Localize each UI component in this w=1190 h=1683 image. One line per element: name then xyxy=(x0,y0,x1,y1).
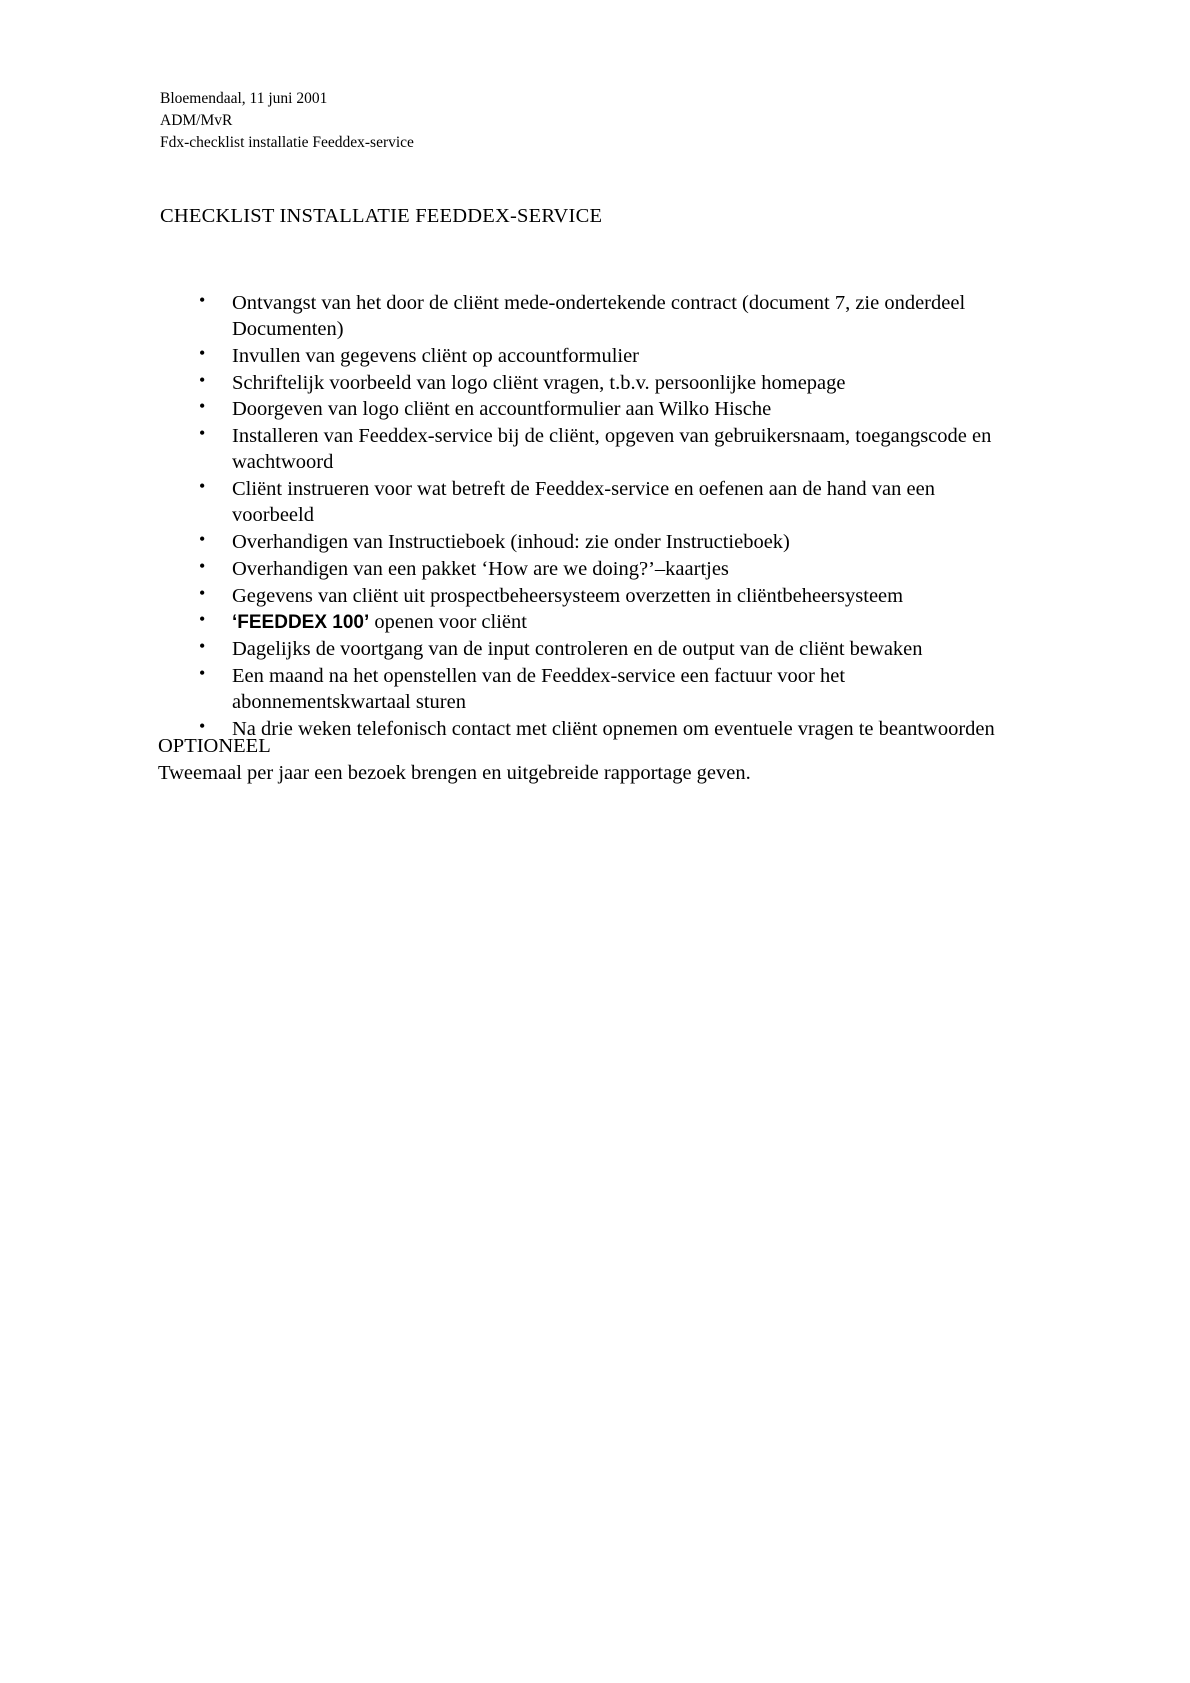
bullet-icon: • xyxy=(199,555,206,576)
bullet-icon: • xyxy=(199,715,206,736)
checklist-item xyxy=(195,663,995,715)
checklist-item xyxy=(195,370,995,396)
checklist-item-suffix: openen voor cliënt xyxy=(369,611,527,634)
checklist-item-label: Gegevens van cliënt uit prospectbeheersysteem overzetten in cliëntbeheersysteem xyxy=(232,584,904,607)
checklist-item xyxy=(195,529,995,555)
bullet-icon: • xyxy=(199,342,206,363)
document-header xyxy=(160,88,414,154)
checklist-item-label: Overhandigen van Instructieboek (inhoud: zie onder Instructieboek) xyxy=(232,531,790,554)
checklist-item-label: Ontvangst van het door de cliënt mede-ondertekende contract (document 7, zie onderdeel Documenten) xyxy=(232,292,966,341)
checklist-item-label: Cliënt instrueren voor wat betreft de Feeddex-service en oefenen aan de hand van een voorbeeld xyxy=(232,478,935,527)
checklist-item-label: Overhandigen van een pakket ‘How are we doing?’–kaartjes xyxy=(232,557,729,580)
checklist-item-label: Invullen van gegevens cliënt op accountformulier xyxy=(232,344,640,367)
checklist-item xyxy=(195,396,995,422)
checklist-item xyxy=(195,609,995,635)
header-line-filename: Fdx-checklist installatie Feeddex-service xyxy=(160,134,414,151)
bullet-icon: • xyxy=(199,529,206,550)
checklist-item xyxy=(195,583,995,609)
bullet-icon: • xyxy=(199,476,206,497)
bullet-icon: • xyxy=(199,609,206,630)
checklist-item-label: Een maand na het openstellen van de Feeddex-service een factuur voor het abonnementskwartaal sturen xyxy=(232,664,846,714)
checklist xyxy=(195,290,995,743)
optional-section xyxy=(158,733,751,786)
bullet-icon: • xyxy=(199,423,206,444)
bullet-icon: • xyxy=(199,582,206,603)
checklist-item xyxy=(195,290,995,342)
optional-heading: OPTIONEEL xyxy=(158,735,271,757)
header-line-location-date: Bloemendaal, 11 juni 2001 xyxy=(160,90,328,107)
checklist-item xyxy=(195,423,995,475)
checklist-item-label: Dagelijks de voortgang van de input controleren en de output van de cliënt bewaken xyxy=(232,638,923,661)
checklist-item xyxy=(195,636,995,662)
checklist-item-label: Na drie weken telefonisch contact met cliënt opnemen om eventuele vragen te beantwoorden xyxy=(232,717,995,740)
checklist-item-label: Installeren van Feeddex-service bij de cliënt, opgeven van gebruikersnaam, toegangscode en wachtwoord xyxy=(232,425,992,474)
header-line-reference: ADM/MvR xyxy=(160,112,233,129)
optional-text: Tweemaal per jaar een bezoek brengen en uitgebreide rapportage geven. xyxy=(158,761,751,784)
checklist-item-label: Schriftelijk voorbeeld van logo cliënt vragen, t.b.v. persoonlijke homepage xyxy=(232,371,846,394)
bullet-icon: • xyxy=(199,369,206,390)
checklist-item xyxy=(195,343,995,369)
checklist-item-label: ‘FEEDDEX 100’ openen voor cliënt xyxy=(232,611,527,634)
checklist-item xyxy=(195,476,995,528)
bullet-icon: • xyxy=(199,636,206,657)
page-title: CHECKLIST INSTALLATIE FEEDDEX-SERVICE xyxy=(160,205,603,227)
bullet-icon: • xyxy=(199,290,206,310)
checklist-item xyxy=(195,556,995,582)
bullet-icon: • xyxy=(199,662,206,683)
bullet-icon: • xyxy=(199,396,206,417)
checklist-item-label: Doorgeven van logo cliënt en accountformulier aan Wilko Hische xyxy=(232,398,772,421)
